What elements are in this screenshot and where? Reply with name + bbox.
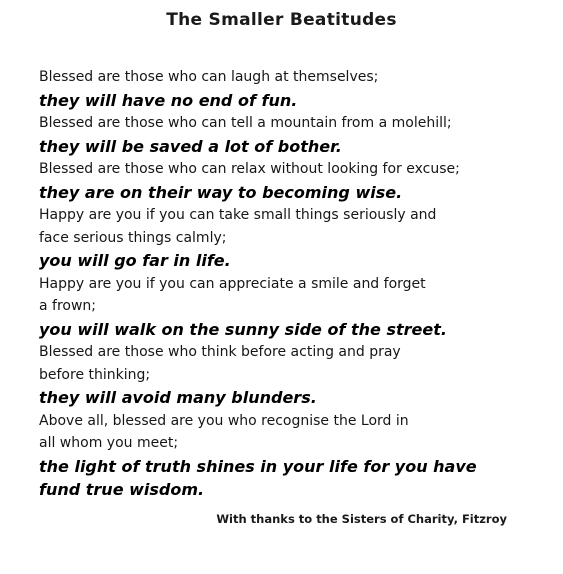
credit-line: With thanks to the Sisters of Charity, Fitzroy xyxy=(216,512,507,526)
page-title: The Smaller Beatitudes xyxy=(166,10,397,30)
text-line: Happy are you if you can take small things seriously and xyxy=(39,207,437,223)
text-line: Blessed are those who can tell a mountain from a molehill; xyxy=(39,115,452,131)
text-line: a frown; xyxy=(39,298,97,314)
text-line: Above all, blessed are you who recognise the Lord in xyxy=(39,412,409,429)
text-line-emphasis: they will have no end of fun. xyxy=(39,90,298,110)
text-line: face serious things calmly; xyxy=(39,229,227,246)
text-line-emphasis: they will avoid many blunders. xyxy=(39,388,317,407)
text-line: Blessed are those who think before acting and pray xyxy=(39,344,401,360)
text-line: all whom you meet; xyxy=(39,435,179,451)
text-line-emphasis: fund true wisdom. xyxy=(39,480,205,499)
text-line-emphasis: the light of truth shines in your life for you have xyxy=(39,456,477,476)
text-line: before thinking; xyxy=(39,366,151,383)
text-line-emphasis: they will be saved a lot of bother. xyxy=(39,136,342,156)
text-line-emphasis: they are on their way to becoming wise. xyxy=(39,182,403,202)
text-line: Blessed are those who can relax without looking for excuse; xyxy=(39,161,460,177)
text-line-emphasis: you will walk on the sunny side of the street. xyxy=(39,319,447,339)
beatitudes-text xyxy=(39,66,554,502)
text-line: Blessed are those who can laugh at themselves; xyxy=(39,69,379,85)
text-line-emphasis: you will go far in life. xyxy=(39,251,231,270)
text-line: Happy are you if you can appreciate a smile and forget xyxy=(39,275,426,292)
